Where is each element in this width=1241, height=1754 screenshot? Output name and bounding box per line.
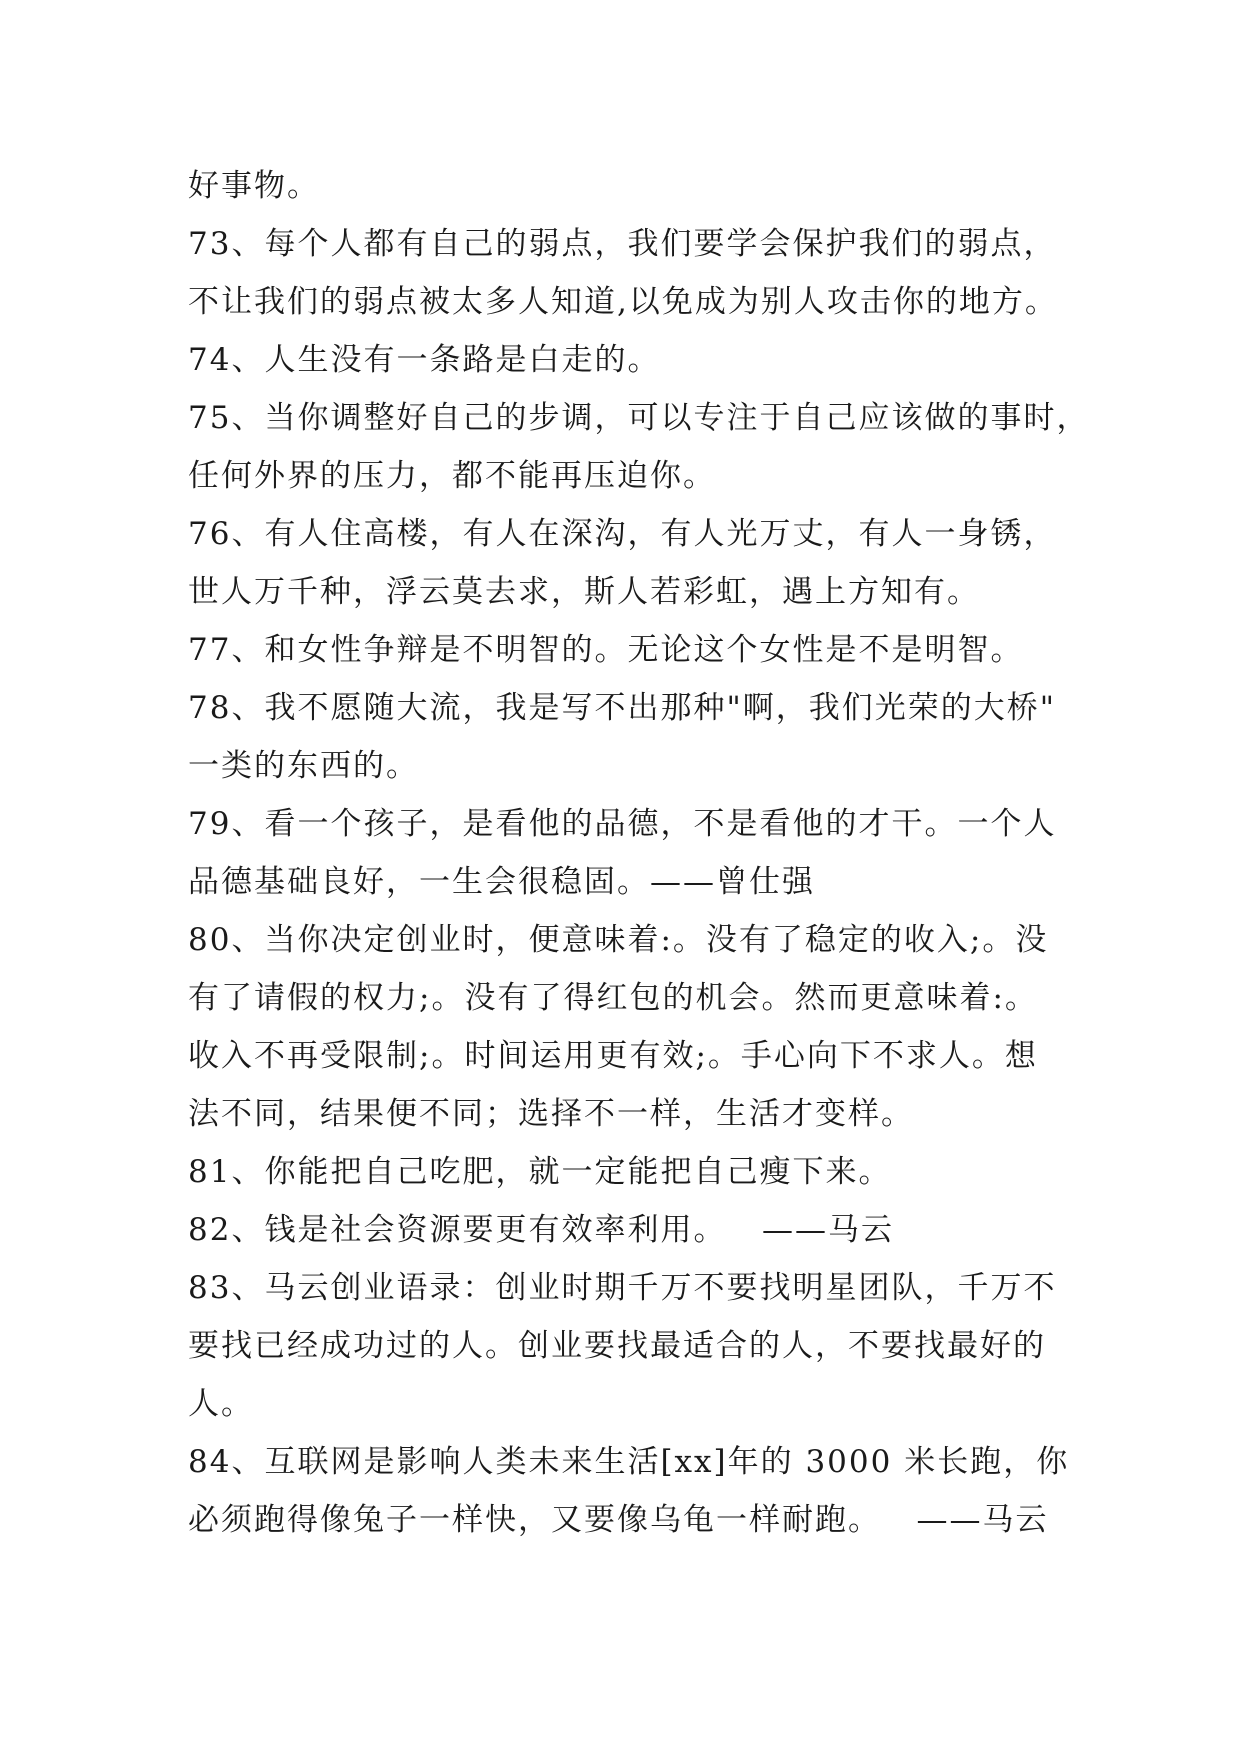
text-line: 好事物。: [188, 168, 320, 204]
text-line: 一类的东西的。: [188, 748, 419, 784]
text-line: 收入不再受限制;。时间运用更有效;。手心向下不求人。想: [188, 1038, 1038, 1074]
text-line: 83、马云创业语录：创业时期千万不要找明星团队，千万不: [188, 1270, 1057, 1306]
text-line: 82、钱是社会资源要更有效率利用。 ——马云: [188, 1212, 895, 1248]
text-line: 81、你能把自己吃肥，就一定能把自己瘦下来。: [188, 1154, 892, 1190]
quote-81: [188, 1143, 1108, 1201]
text-line: 79、看一个孩子，是看他的品德，不是看他的才干。一个人: [188, 806, 1057, 842]
text-line: 不让我们的弱点被太多人知道,以免成为别人攻击你的地方。: [188, 284, 1058, 320]
text-line: 有了请假的权力;。没有了得红包的机会。然而更意味着:。: [188, 980, 1038, 1016]
text-line: 74、人生没有一条路是白走的。: [188, 342, 661, 378]
quote-79: [188, 795, 1108, 911]
text-line: 要找已经成功过的人。创业要找最适合的人，不要找最好的: [188, 1328, 1046, 1364]
quote-83: [188, 1259, 1108, 1433]
quote-78: [188, 679, 1108, 795]
text-line: 77、和女性争辩是不明智的。无论这个女性是不是明智。: [188, 632, 1024, 668]
text-line: 人。: [188, 1386, 254, 1422]
text-line: 任何外界的压力，都不能再压迫你。: [188, 458, 716, 494]
quote-80: [188, 911, 1108, 1143]
text-line: 75、当你调整好自己的步调，可以专注于自己应该做的事时，: [188, 400, 1090, 436]
text-line: 世人万千种，浮云莫去求，斯人若彩虹，遇上方知有。: [188, 574, 980, 610]
text-line: 必须跑得像兔子一样快，又要像乌龟一样耐跑。 ——马云: [188, 1502, 1049, 1538]
quote-77: [188, 621, 1108, 679]
text-line: 73、每个人都有自己的弱点，我们要学会保护我们的弱点，: [188, 226, 1057, 262]
document-body: [188, 157, 1108, 1549]
quote-74: [188, 331, 1108, 389]
quote-75: [188, 389, 1108, 505]
quote-76: [188, 505, 1108, 621]
text-line: 品德基础良好，一生会很稳固。——曾仕强: [188, 864, 815, 900]
text-line: 84、互联网是影响人类未来生活[xx]年的 3000 米长跑，你: [188, 1444, 1070, 1480]
quote-82: [188, 1201, 1108, 1259]
text-line: 80、当你决定创业时，便意味着:。没有了稳定的收入;。没: [188, 922, 1049, 958]
quote-84: [188, 1433, 1108, 1549]
text-line: 法不同，结果便不同；选择不一样，生活才变样。: [188, 1096, 914, 1132]
quote-73: [188, 215, 1108, 331]
text-line: 76、有人住高楼，有人在深沟，有人光万丈，有人一身锈，: [188, 516, 1057, 552]
text-line: 78、我不愿随大流，我是写不出那种"啊，我们光荣的大桥": [188, 690, 1056, 726]
paragraph-continuation: [188, 157, 1108, 215]
